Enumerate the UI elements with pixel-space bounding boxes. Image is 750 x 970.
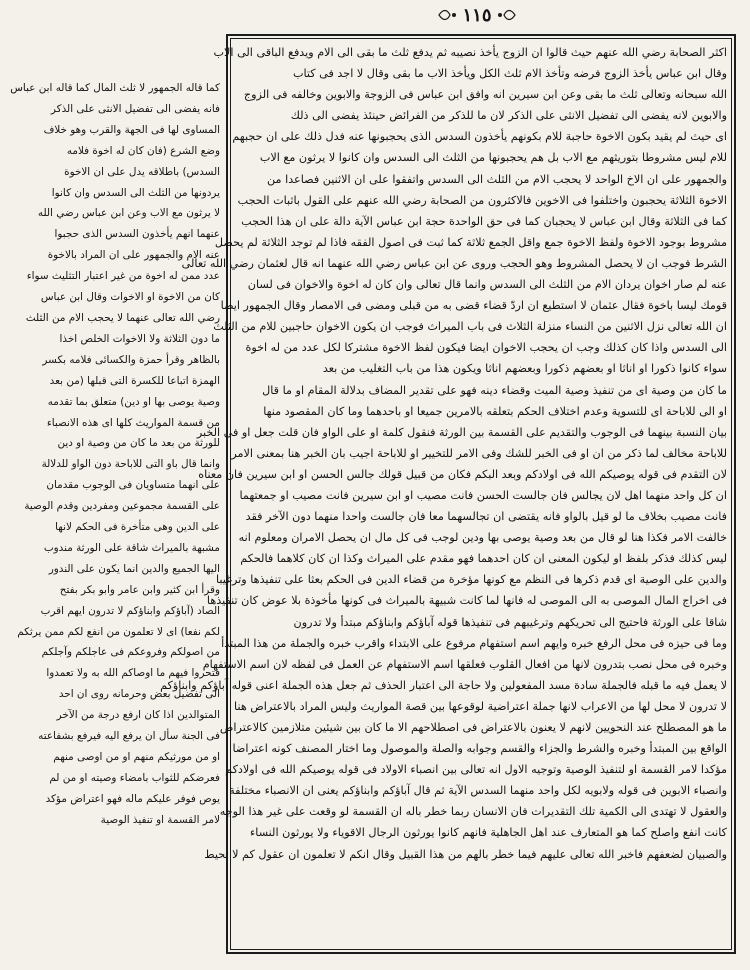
main-text-line: وقال ابن عباس يأخذ الزوج فرضه وتأخذ الام ثلث الكل ويأخذ الاب ما بقى وقال لا اجد فى كتاب (292, 67, 727, 81)
main-text-line: بيان النسبة بينهما فى الوجوب والتقديم على القسمة بين الورثة فنقول كلمة او على الواو فان قلت جعل او فى الخبر (196, 425, 727, 439)
main-text-line: ما هو المصطلح عند النحويين لانهم لا يعنون بالاعتراض فى اصطلاحهم الا ما كان بين شيئين متلازمين كالاعتراض (219, 721, 727, 734)
margin-text-line: من اصولكم وفروعكم فى عاجلكم وآجلكم (41, 646, 220, 659)
margin-text-line: من قسمة المواريث كلها اى هذه الانصباء (46, 416, 220, 429)
main-text-line: والعقول لا تهتدى الى الكمية تلك التقديرات فان الانسان ربما خطر باله ان القسمة لو وقعت على غير هذا الوجه (219, 805, 727, 819)
margin-text-line: وصية يوصى بها او دين) متعلق بما تقدمه (47, 395, 220, 408)
ornament-icon (496, 7, 516, 23)
main-text-line: الله سبحانه وتعالى ثلث ما بقى وعن ابن سيرين انه وافق ابن عباس فى الزوجة والابوين وخالفه فى الزوج (243, 88, 727, 102)
margin-text-line: وانما قال باو التى للاباحة دون الواو للدلالة (41, 458, 220, 471)
margin-text-line: وقرأ ابن كثير وابن عامر وابو بكر بفتح (59, 583, 220, 596)
margin-text-line: او من مورثيكم منهم او من اوصى منهم (53, 751, 220, 763)
main-text-line: الواقع بين المبتدأ وخبره والشرط والجزاء والقسم وجوابه والصلة والموصول وما اختار المصنف كونه اعتراضا (232, 742, 727, 756)
main-text-line: والابوين لانه يفضى الى تفضيل الانثى على الذكر لان ما للذكر من الفرائض حينئذ يفضى الى ذلك (290, 109, 727, 123)
main-text-line: كانت انفع واصلح كما هو المتعارف عند اهل الجاهلية فانهم كانوا يورثون الرجال الاقوياء ولا يورثون النساء (250, 826, 727, 840)
ornament-icon (438, 7, 458, 23)
margin-text-line: عنه الام والجمهور على ان المراد بالاخوة (47, 249, 220, 262)
main-text-line: ان الله تعالى نزل الاثنين من النساء منزلة الثلاث فى باب الميراث فوجب ان يكون الاخوان حاجبين للام من الثلث (213, 320, 727, 334)
margin-text-line: كما قاله الجمهور لا ثلث المال كما قاله ابن عباس (10, 82, 220, 94)
main-text-line: ما كان من وصية اى من تنفيذ وصية الميت وقضاء دينه فهو على تقدير المضاف بدلالة المقام او ما قال (262, 383, 727, 397)
margin-text-line: على القسمة مجموعين ومفردين وقدم الوصية (24, 500, 220, 513)
main-text-line: قومك ليسا باخوة فقال عثمان لا استطيع ان اردّ قضاء قضى به من قبلى ومضى فى الامصار وقال الجمهور ايضا (220, 299, 727, 313)
main-text-line: كما فى الثلاثة وقال ابن عباس لا يحجبان كما فى حق الواحدة حجة ابن عباس الآية دالة على ان هذا الحجب (241, 214, 727, 228)
main-text-line: فانت مصيب بخلاف ما لو قيل بالواو فانه يقتضى ان تجالسهما معا فان جالست واحدا منهما دون الآخر فقد (245, 510, 727, 524)
main-text-line: ان كل واحد منهما اهل لان يجالس فان جالست الحسن فانت مصيب او ابن سيرين فانت مصيب او جمعتهما (239, 488, 727, 502)
margin-text-line: فتحروا فيهم ما اوصاكم الله به ولا تعمدوا (46, 667, 220, 680)
main-text-line: وخبره فى محل نصب بتدرون لانها من افعال القلوب فعلقها اسم الاستفهام عن العمل فى لفظه لان اسم الاستفهام (202, 657, 727, 671)
margin-text-line: على الدين وهى متأخرة فى الحكم لانها (55, 521, 220, 534)
margin-text-line: فى الجنة سأل ان يرفع اليه فيرفع بشفاعته (38, 730, 220, 743)
main-text-line: ليس كذلك فذكر بلفظ او ليكون المعنى ان كان احدهما فهو مقدم على الميراث وكذا ان كان كلاهما فالحكم (240, 552, 727, 566)
margin-text-line: المتوالدين اذا كان ارفع درجة من الآخر (56, 709, 220, 722)
margin-text-line: لامر القسمة او تنفيذ الوصية (100, 813, 220, 826)
main-text-line: عنه لم صار اخوان يردان الام من الثلث الى السدس وانما قال تعالى وان كان له اخوة والاخوان فى لسان (247, 278, 727, 292)
page-number: ١١٥ (462, 4, 492, 26)
margin-text-line: عنهما انهم يأخذون السدس الذى حجبوا (54, 228, 220, 241)
margin-text-line: الى تفضيل بعض وحرمانه روى ان احد (58, 688, 220, 701)
main-text-line: والصبيان لضعفهم فاخبر الله تعالى عليهم فيما خطر بالهم من هذا القبيل وقال انكم لا تعلمون ان عقول كم لا تحيط (204, 847, 727, 861)
main-text-line: وما فى حيزه فى محل الرفع خبره وايهم اسم استفهام مرفوع على الابتداء واقرب خبره والجملة من هذا المبتدأ (221, 636, 727, 650)
page-header (422, 2, 532, 28)
margin-text-line: فانه يفضى الى تفضيل الانثى على الذكر (50, 102, 220, 115)
main-text-line: وانصباء الابوين فى قوله ولابويه لكل واحد منهما السدس الآية ثم قال آباؤكم وابناؤكم يعنى ان الانصباء مختلفة (229, 784, 727, 798)
main-text-line: اكثر الصحابة رضي الله عنهم حيث قالوا ان الزوج يأخذ نصيبه ثم يدفع ثلث ما بقى الى الام ويدفع الباقى الى الاب (213, 46, 727, 59)
margin-text-line: للورثة من بعد ما كان من وصية او دين (57, 437, 220, 450)
margin-text-line: كان من الاخوة او الاخوات وقال ابن عباس (40, 291, 220, 304)
margin-text-line: على انهما متساويان فى الوجوب مقدمان (46, 479, 220, 492)
main-text-line: لا يعمل فيه ما قبله فالجملة سادة مسد المفعولين ولا حاجة الى اعتبار الحذف ثم جعل هذه الجملة اعنى قوله آباؤكم وابناؤكم (160, 678, 727, 692)
main-text-line: مشروط بوجود الاخوة ولفظ الاخوة جمع واقل الجمع ثلاثة كما ثبت فى اصول الفقه فاذا لم توجد الثلاثة لم يحصل (214, 235, 727, 249)
main-text-line: لا تدرون لا محل لها من الاعراب لانها جملة اعتراضية لوقوعها بين قصة المواريث وليس المراد بالاعتراض هنا (234, 699, 727, 713)
main-text-line: الاخوة الثلاثة يحجبون واختلفوا فى الاخوين فالاكثرون من الصحابة رضي الله عنهم على القول باثبات الحجب (237, 193, 727, 207)
main-text-line: للام ليس مشروطا بتوريثهم مع الاب بل هم يحجبونها من الثلث الى السدس وان كانوا لا يرثون مع الاب (259, 151, 727, 165)
main-text-line: اى حيث لم يقيد بكون الاخوة حاجبة للام بكونهم يأخذون السدس الذى يحجبونها عنه فدل ذلك على ان حجبهم (232, 130, 727, 144)
margin-text-line: يوص فوفر عليكم ماله فهو اعتراض مؤكد (45, 792, 220, 805)
main-text-line: للاباحة مخالف لما ذكر من ان او فى الخبر للشك وفى الامر للتخيير او للاباحة اجيب بان الخبر هنا بمعنى الامر (231, 446, 727, 460)
margin-text-line: المساوى لها فى الجهة والقرب وهو خلاف (43, 123, 220, 136)
margin-text-line: وضع الشرع (فان كان له اخوة فلامه (66, 144, 220, 157)
main-text-line: خالفت الامر فكذا هنا لو قال من بعد وصية يوصى بها ودين لوجب فى كل مال ان يحصل الامران ومعلوم انه (238, 531, 727, 545)
main-text-line: فى اخراج المال الموصى به الى الموصى له فانها لما كانت شبيهة بالميراث فى كونها مأخوذة بلا عوض كان تنفيذها (206, 594, 727, 608)
main-text-line: لان التقدم فى قوله يوصيكم الله فى اولادكم وبعد البكم فكان من قبيل قولك جالس الحسن او ابن سيرين فان معناه (198, 467, 727, 481)
margin-text-line: لكم نفعا) اى لا تعلمون من انفع لكم ممن يرثكم (17, 625, 220, 638)
margin-text-line: مشبهة بالميراث شاقة على الورثة مندوب (43, 541, 220, 554)
main-text-line: او الى للاباحة اى للتسوية وعدم اختلاف الحكم بتعلقه بالامرين جميعا او باحدهما وما كان المقصود منها (263, 404, 727, 418)
margin-text-line: اليها الجميع والدين انما يكون على الندور (48, 562, 220, 575)
margin-commentary-column (8, 78, 220, 918)
margin-text-line: لا يرثون مع الاب وعن ابن عباس رضي الله (37, 207, 220, 220)
margin-text-line: يردونها من الثلث الى السدس وان كانوا (51, 186, 220, 199)
main-text-line: شاقا على الورثة فاحتيج الى تحريكهم وترغيبهم فى تنفيذها قوله آباؤكم وابناؤكم مبتدأ ولا تدرون (293, 615, 727, 629)
main-text-line: سواء كانوا ذكورا او اناثا او بعضهم ذكورا وبعضهم اناثا ويكون هذا من باب التغليب من بعد (322, 362, 727, 376)
margin-text-line: الهمزة اتباعا للكسرة التى قبلها (من بعد (49, 374, 220, 387)
margin-text-line: فعرضكم للثواب بامضاء وصيته او من لم (49, 771, 220, 784)
main-text-line: الشرط فوجب ان لا يحصل المشروط وهو الحجب وروى عن ابن عباس رضي الله عنهما انه قال لعثمان رضي الله تعالى (181, 256, 727, 270)
margin-text-line: بالظاهر وقرأ حمزة والكسائى فلامه بكسر (42, 353, 220, 366)
margin-text-line: عدد ممن له اخوة من غير اعتبار التثليث سواء (26, 270, 220, 283)
margin-text-line: رضي الله تعالى عنهما لا يحجب الام من الثلث (25, 311, 220, 324)
main-text-line: مؤكدا لامر القسمة او لتنفيذ الوصية وتوجيه الاول انه تعالى بين انصباء الاولاد فى قوله يوصيكم الله فى اولادكم (225, 763, 727, 777)
main-text-line: والجمهور على ان الاخ الواحد لا يحجب الام من الثلث الى السدس واتفقوا على ان الاثنين فصاعدا من (267, 172, 727, 186)
main-text-line: الى السدس واذا كان كذلك وجب ان يحجب الاخوان ايضا فيكون لفظ الاخوة مشتركا لكل عدد من له اخوة (245, 341, 727, 355)
margin-text-line: الصاد (آباؤكم وابناؤكم لا تدرون ايهم اقرب (40, 604, 220, 617)
main-text-line: والدين على الوصية اى قدم ذكرها فى النظم مع كونها مؤخرة من قضاء الدين فى الحكم بعثا على تنفيذها وترغيبا (216, 573, 727, 587)
margin-text-line: السدس) باطلاقه يدل على ان الاخوة (64, 165, 220, 178)
margin-text-line: ما دون الثلاثة ولا الاخوات الخلص اخذا (59, 332, 220, 345)
